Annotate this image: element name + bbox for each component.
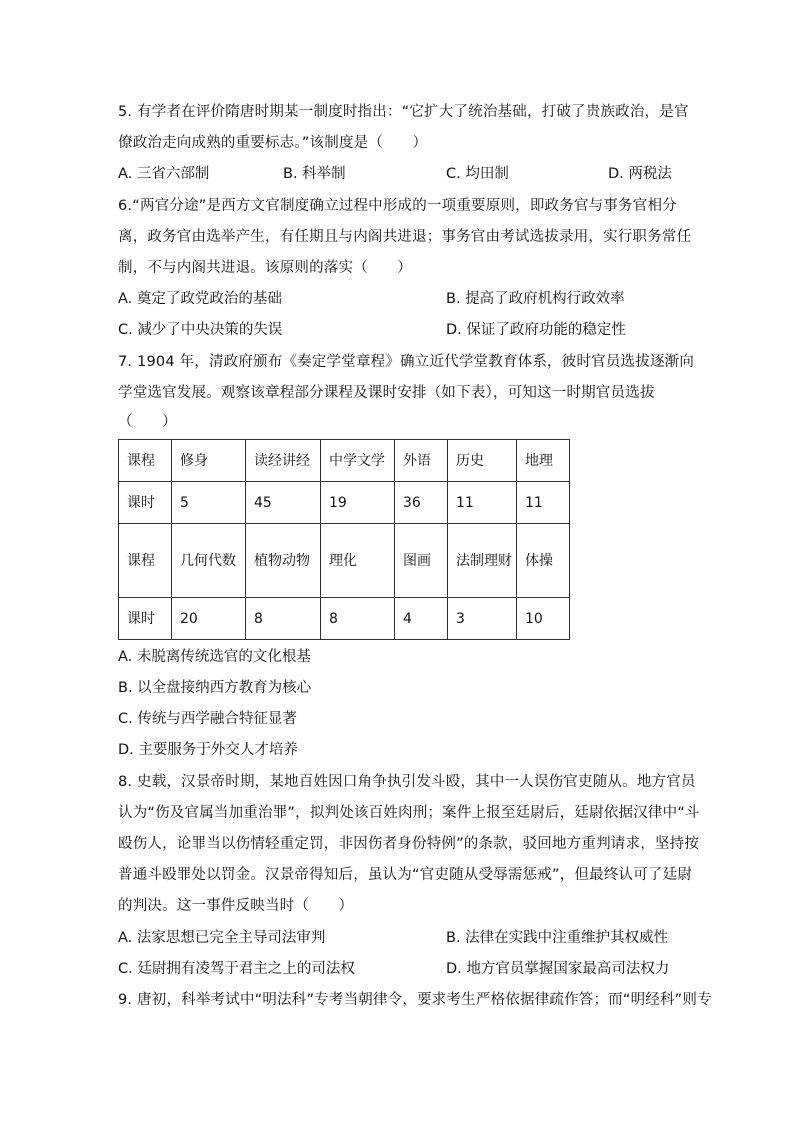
q7-stem-line-3: （ ） [118,414,177,430]
table-cell: 历史 [448,440,517,482]
q5-stem-line-2: 僚政治走向成熟的重要标志。”该制度是（ ） [118,135,428,151]
table-cell: 45 [246,482,321,524]
table-cell: 3 [448,598,517,640]
table-cell: 植物动物 [246,524,321,598]
table-cell: 19 [321,482,395,524]
q8-option-a: A. 法家思想已完全主导司法审判 [118,930,326,946]
table-row [119,482,570,524]
table-cell: 外语 [395,440,448,482]
table-cell: 20 [172,598,246,640]
q9-stem-line-1: 9. 唐初，科举考试中“明法科”专考当朝律令，要求考生严格依据律疏作答；而“明经科”则专 [118,992,712,1008]
q8-stem-line-1: 8. 史载，汉景帝时期，某地百姓因口角争执引发斗殴，其中一人误伤官吏随从。地方官员 [118,774,696,790]
q5-option-c: C. 均田制 [446,166,509,182]
q8-stem-line-3: 殴伤人，论罪当以伤情轻重定罚，非因伤者身份特例”的条款，驳回地方重判请求，坚持按 [118,836,700,852]
q6-stem-line-3: 制，不与内阁共进退。该原则的落实（ ） [118,260,412,276]
q8-stem-line-4: 普通斗殴罪处以罚金。汉景帝得知后，虽认为“官吏随从受辱需惩戒”，但最终认可了廷尉 [118,867,693,883]
q7-stem-line-2: 学堂选官发展。观察该章程部分课程及课时安排（如下表），可知这一时期官员选拔 [118,385,655,401]
q6-option-b: B. 提高了政府机构行政效率 [446,291,625,307]
q7-option-b: B. 以全盘接纳西方教育为核心 [118,680,312,696]
table-cell: 修身 [172,440,246,482]
table-cell: 几何代数 [172,524,246,598]
q6-stem-line-2: 离，政务官由选举产生，有任期且与内阁共进退；事务官由考试选拔录用，实行职务常任 [118,229,692,245]
table-row [119,524,570,598]
table-cell: 法制理财 [448,524,517,598]
q5-option-d: D. 两税法 [608,166,672,182]
q8-stem-line-2: 认为“伤及官属当加重治罪”，拟判处该百姓肉刑；案件上报至廷尉后，廷尉依据汉律中“斗 [118,805,700,821]
table-cell: 4 [395,598,448,640]
table-cell: 读经讲经 [246,440,321,482]
table-cell: 体操 [517,524,570,598]
table-cell: 课程 [119,440,172,482]
table-cell: 36 [395,482,448,524]
q8-stem-line-5: 的判决。这一事件反映当时（ ） [118,898,354,914]
q5-option-b: B. 科举制 [283,166,346,182]
table-cell: 理化 [321,524,395,598]
table-cell: 地理 [517,440,570,482]
q7-option-d: D. 主要服务于外交人才培养 [118,742,298,758]
table-row [119,440,570,482]
q6-stem-line-1: 6.“两官分途”是西方文官制度确立过程中形成的一项重要原则，即政务官与事务官相分 [118,198,677,214]
q5-stem-line-1: 5. 有学者在评价隋唐时期某一制度时指出：“它扩大了统治基础，打破了贵族政治，是官 [118,104,689,120]
table-cell: 8 [246,598,321,640]
q6-option-d: D. 保证了政府功能的稳定性 [446,322,626,338]
table-cell: 课程 [119,524,172,598]
table-cell: 8 [321,598,395,640]
table-row [119,598,570,640]
table-cell: 图画 [395,524,448,598]
table-cell: 10 [517,598,570,640]
q8-option-b: B. 法律在实践中注重维护其权威性 [446,930,669,946]
table-cell: 11 [448,482,517,524]
table-cell: 课时 [119,598,172,640]
table-cell: 11 [517,482,570,524]
q8-option-d: D. 地方官员掌握国家最高司法权力 [446,961,670,977]
q6-option-a: A. 奠定了政党政治的基础 [118,291,282,307]
table-cell: 课时 [119,482,172,524]
table-cell: 中学文学 [321,440,395,482]
q7-option-c: C. 传统与西学融合特征显著 [118,711,297,727]
q7-stem-line-1: 7. 1904 年，清政府颁布《奏定学堂章程》确立近代学堂教育体系，彼时官员选拔逐渐向 [118,354,695,370]
q8-option-c: C. 廷尉拥有凌驾于君主之上的司法权 [118,961,355,977]
q7-option-a: A. 未脱离传统选官的文化根基 [118,649,311,665]
q5-option-a: A. 三省六部制 [118,166,210,182]
q6-option-c: C. 减少了中央决策的失误 [118,322,283,338]
table-cell: 5 [172,482,246,524]
course-hours-table [118,439,570,640]
